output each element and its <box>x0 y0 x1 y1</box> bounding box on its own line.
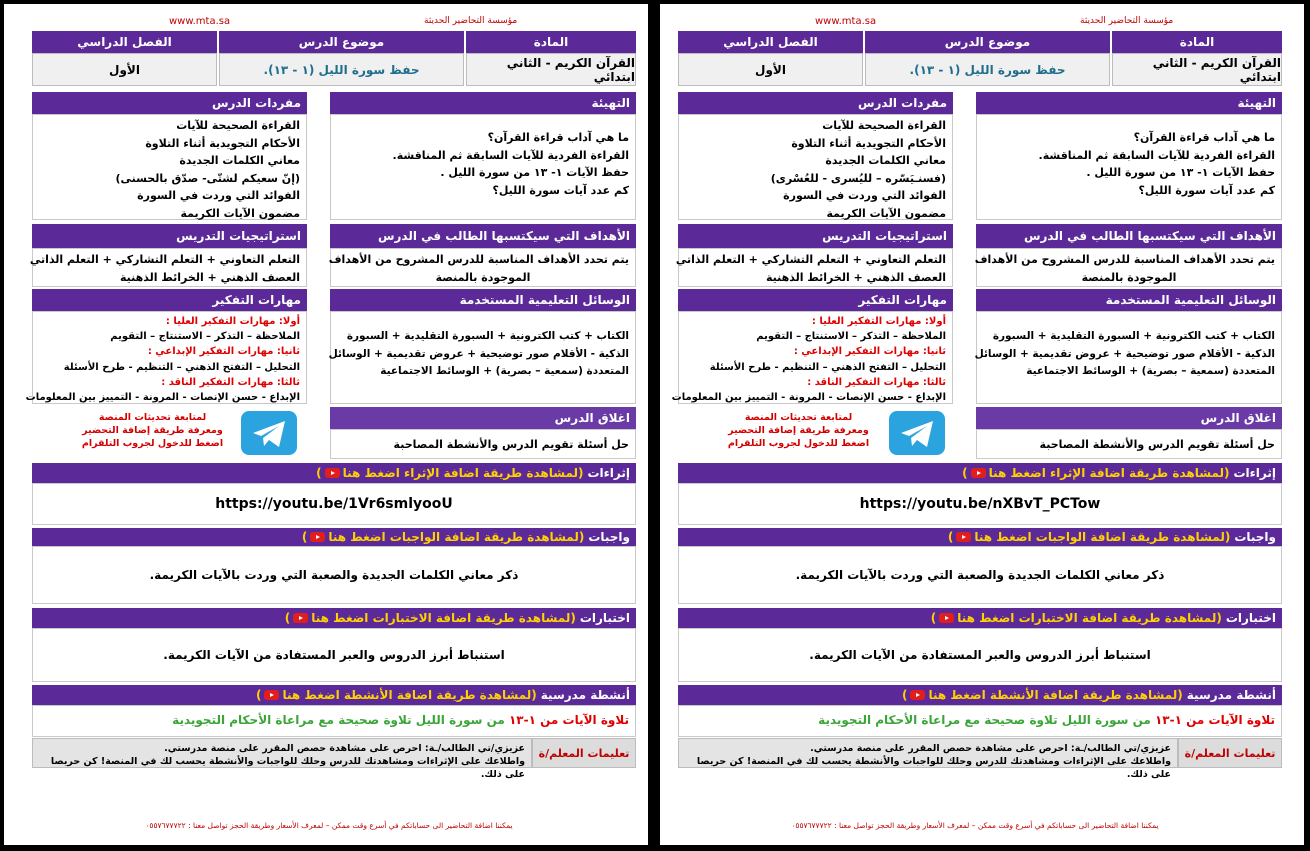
org-name: مؤسسة التحاضير الحديثة <box>424 16 518 26</box>
subject-value: القرآن الكريم - الثاني ابتدائي <box>466 53 636 86</box>
vocab-line: مضمون الآيات الكريمة <box>826 206 946 220</box>
lesson-page-right <box>660 4 1304 845</box>
closing-title: اغلاق الدرس <box>976 407 1282 429</box>
goals-title: الأهداف التي سيكتسبها الطالب في الدرس <box>976 224 1282 248</box>
teacher-notes-line: عزيزي/تي الطالب/ـة: احرص على مشاهدة حصص المقرر على منصة مدرستي. <box>164 743 525 754</box>
thinking-heading: ثانيا: مهارات التفكير الإبداعي : <box>793 346 946 358</box>
aids-title: الوسائل التعليمية المستخدمة <box>976 289 1282 311</box>
goals-line: الموجودة بالمنصة <box>435 270 531 284</box>
promo-line: ومعرفة طريقة إضافة التحضير <box>82 425 223 436</box>
thinking-title: مهارات التفكير <box>678 289 953 311</box>
activities-label: أنشطة مدرسية <box>1186 688 1276 702</box>
telegram-icon[interactable] <box>241 411 297 455</box>
closing-title: اغلاق الدرس <box>330 407 636 429</box>
homework-text: ذكر معاني الكلمات الجديدة والصعبة التي وردت بالآيات الكريمة. <box>678 546 1282 604</box>
youtube-icon[interactable] <box>293 613 308 623</box>
promo-line: اضغط للدخول لجروب التلقرام <box>727 438 870 449</box>
thinking-line: الملاحظة – التذكر – الاستنتاج – التقويم <box>110 331 300 343</box>
warmup-line: ما هي آداب قراءة القرآن؟ <box>487 131 629 144</box>
vocab-line: الفوائد التي وردت في السورة <box>783 189 946 202</box>
enrichment-close: ) <box>962 466 968 480</box>
teacher-notes-line: واطلاعك على الإثراءات ومشاهدتك للدرس وحلك للواجبات والأنشطة يحسب لك في المنصة! كن حريصا على ذلك. <box>50 756 525 780</box>
activities-band <box>678 685 1282 705</box>
homework-label: واجبات <box>1234 530 1276 544</box>
activities-text-green: من سورة الليل تلاوة صحيحة مع مراعاة الأحكام التجويدية <box>172 713 509 727</box>
enrichment-label: إثراءات <box>587 466 630 480</box>
aids-line: الكتاب + كتب الكترونية + السبورة التقليدية + السبورة <box>992 330 1275 342</box>
semester-value: الأول <box>678 53 863 86</box>
tests-close: ) <box>930 611 937 625</box>
aids-line: المتعددة (سمعية – بصرية) + الوسائط الاجتماعية <box>380 365 629 377</box>
semester-header: الفصل الدراسي <box>678 31 863 53</box>
vocab-line: القراءة الصحيحة للآيات <box>822 119 946 132</box>
topic-value: حفظ سورة الليل (١ - ١٣). <box>219 53 464 86</box>
activities-close: ) <box>255 688 262 702</box>
vocab-line: معاني الكلمات الجديدة <box>825 154 946 167</box>
org-name: مؤسسة التحاضير الحديثة <box>1080 16 1174 26</box>
vocab-line: (إنّ سعيكم لشتّى- صدّق بالحسنى) <box>115 171 300 185</box>
enrichment-url[interactable]: https://youtu.be/1Vr6smlyooU <box>32 483 636 525</box>
vocab-line: الأحكام التجويدية أثناء التلاوة <box>791 136 946 150</box>
teacher-notes-body <box>678 738 1178 780</box>
goals-line: يتم تحدد الأهداف المناسبة للدرس المشروح من الأهداف <box>974 253 1275 266</box>
activities-text-red: تلاوة الآيات من ١-١٣ <box>1154 713 1275 727</box>
strategies-line: التعلم التعاوني + التعلم التشاركي + التعلم الذاتي <box>675 253 946 266</box>
telegram-icon[interactable] <box>889 411 945 455</box>
thinking-heading: ثالثا: مهارات التفكير الناقد : <box>807 376 946 388</box>
vocab-line: الأحكام التجويدية أثناء التلاوة <box>145 136 300 150</box>
homework-close: ) <box>947 530 954 544</box>
enrichment-link[interactable]: (لمشاهدة طريقة اضافة الإثراء اضغط هنا <box>342 466 584 480</box>
homework-text: ذكر معاني الكلمات الجديدة والصعبة التي وردت بالآيات الكريمة. <box>32 546 636 604</box>
tests-band <box>678 608 1282 628</box>
thinking-heading: ثالثا: مهارات التفكير الناقد : <box>161 376 300 388</box>
youtube-icon[interactable] <box>956 532 971 542</box>
tests-label: اختبارات <box>579 611 630 625</box>
lesson-page-left <box>4 4 648 845</box>
youtube-icon[interactable] <box>325 468 340 478</box>
warmup-line: كم عدد آيات سورة الليل؟ <box>492 183 629 197</box>
activities-link[interactable]: (لمشاهدة طريقة اضافة الأنشطة اضغط هنا <box>282 688 537 702</box>
thinking-line: التحليل – التفتح الذهني – التنظيم - طرح الأسئلة <box>63 361 300 373</box>
tests-text: استنباط أبرز الدروس والعبر المستفادة من الآيات الكريمة. <box>678 628 1282 682</box>
aids-box <box>976 311 1282 404</box>
strategies-line: العصف الذهني + الخرائط الذهنية <box>120 270 300 284</box>
semester-header: الفصل الدراسي <box>32 31 217 53</box>
thinking-title: مهارات التفكير <box>32 289 307 311</box>
tests-link[interactable]: (لمشاهدة طريقة اضافة الاختبارات اضغط هنا <box>311 611 576 625</box>
homework-label: واجبات <box>588 530 630 544</box>
warmup-line: ما هي آداب قراءة القرآن؟ <box>1133 131 1275 144</box>
aids-line: الكتاب + كتب الكترونية + السبورة التقليدية + السبورة <box>346 330 629 342</box>
vocab-line: الفوائد التي وردت في السورة <box>137 189 300 202</box>
thinking-box <box>25 311 307 404</box>
vocab-line: (فسنـيَسّره – لليُسرى - للعُسْرى) <box>770 171 946 185</box>
strategies-box <box>675 248 953 287</box>
subject-header: المادة <box>466 31 636 53</box>
warmup-line: حفظ الآيات ١- ١٣ من سورة الليل . <box>440 166 629 179</box>
activities-close: ) <box>901 688 908 702</box>
telegram-promo[interactable] <box>716 411 881 450</box>
teacher-notes-line: واطلاعك على الإثراءات ومشاهدتك للدرس وحلك للواجبات والأنشطة يحسب لك في المنصة! كن حريصا على ذلك. <box>696 756 1171 780</box>
homework-close: ) <box>301 530 308 544</box>
enrichment-close: ) <box>316 466 322 480</box>
thinking-heading: أولا: مهارات التفكير العليا : <box>811 316 946 327</box>
thinking-line: الإبداع - حسن الإنصات - المرونة - التمييز بين المعلومات <box>25 392 300 404</box>
activities-label: أنشطة مدرسية <box>540 688 630 702</box>
aids-box <box>330 311 636 404</box>
goals-line: الموجودة بالمنصة <box>1081 270 1177 284</box>
teacher-notes-label: تعليمات المعلم/ة <box>1178 738 1282 768</box>
activities-link[interactable]: (لمشاهدة طريقة اضافة الأنشطة اضغط هنا <box>928 688 1183 702</box>
thinking-line: الملاحظة – التذكر – الاستنتاج – التقويم <box>756 331 946 343</box>
strategies-title: استراتيجيات التدريس <box>32 224 307 248</box>
warmup-box <box>976 114 1282 220</box>
tests-label: اختبارات <box>1225 611 1276 625</box>
youtube-icon[interactable] <box>310 532 325 542</box>
closing-text: حل أسئلة تقويم الدرس والأنشطة المصاحبة <box>393 438 629 451</box>
goals-line: يتم تحدد الأهداف المناسبة للدرس المشروح من الأهداف <box>328 253 629 266</box>
closing-box <box>330 429 636 459</box>
vocab-box <box>32 114 307 220</box>
vocab-box <box>678 114 953 220</box>
warmup-line: حفظ الآيات ١- ١٣ من سورة الليل . <box>1086 166 1275 179</box>
site-url[interactable]: www.mta.sa <box>815 16 877 27</box>
strategies-box <box>29 248 307 287</box>
warmup-line: القراءة الفردية للآيات السابقة ثم المناقشة. <box>392 148 629 162</box>
warmup-title: التهيئة <box>330 92 636 114</box>
enrichment-band <box>32 463 636 483</box>
footer-contact: يمكننا اضافة التحاضير الى حساباتكم في أسرع وقت ممكن – لمعرف الأسعار وطريقة الحجز تواصل معنا : ٠٥٥٧٦٧٧٧٢٢ <box>145 821 513 830</box>
thinking-line: الإبداع - حسن الإنصات - المرونة - التمييز بين المعلومات <box>671 392 946 404</box>
footer-contact: يمكننا اضافة التحاضير الى حساباتكم في أسرع وقت ممكن – لمعرف الأسعار وطريقة الحجز تواصل معنا : ٠٥٥٧٦٧٧٧٢٢ <box>791 821 1159 830</box>
promo-line: ومعرفة طريقة إضافة التحضير <box>728 425 869 436</box>
thinking-line: التحليل – التفتح الذهني – التنظيم - طرح الأسئلة <box>709 361 946 373</box>
goals-box <box>330 248 636 287</box>
tests-link[interactable]: (لمشاهدة طريقة اضافة الاختبارات اضغط هنا <box>957 611 1222 625</box>
strategies-line: التعلم التعاوني + التعلم التشاركي + التعلم الذاتي <box>29 253 300 266</box>
tests-close: ) <box>284 611 291 625</box>
thinking-heading: أولا: مهارات التفكير العليا : <box>165 316 300 327</box>
semester-value: الأول <box>32 53 217 86</box>
topic-value: حفظ سورة الليل (١ - ١٣). <box>865 53 1110 86</box>
enrichment-band <box>678 463 1282 483</box>
aids-title: الوسائل التعليمية المستخدمة <box>330 289 636 311</box>
activities-box <box>32 705 636 737</box>
activities-box <box>678 705 1282 737</box>
topic-header: موضوع الدرس <box>219 31 464 53</box>
vocab-line: القراءة الصحيحة للآيات <box>176 119 300 132</box>
activities-text-red: تلاوة الآيات من ١-١٣ <box>508 713 629 727</box>
warmup-box <box>330 114 636 220</box>
teacher-notes-line: عزيزي/تي الطالب/ـة: احرص على مشاهدة حصص المقرر على منصة مدرستي. <box>810 743 1171 754</box>
homework-link[interactable]: (لمشاهدة طريقة اضافة الواجبات اضغط هنا <box>974 530 1231 544</box>
activities-text-green: من سورة الليل تلاوة صحيحة مع مراعاة الأحكام التجويدية <box>818 713 1155 727</box>
strategies-title: استراتيجيات التدريس <box>678 224 953 248</box>
thinking-box <box>671 311 953 404</box>
youtube-icon[interactable] <box>939 613 954 623</box>
aids-line: الذكية - الأقلام صور توضيحية + عروض تقديمية + الوسائل <box>974 347 1275 360</box>
promo-line: لمتابعة تحديثات المنصة <box>744 412 853 423</box>
topic-header: موضوع الدرس <box>865 31 1110 53</box>
tests-text: استنباط أبرز الدروس والعبر المستفادة من الآيات الكريمة. <box>32 628 636 682</box>
enrichment-label: إثراءات <box>1233 466 1276 480</box>
telegram-promo[interactable] <box>70 411 235 450</box>
aids-line: المتعددة (سمعية – بصرية) + الوسائط الاجتماعية <box>1026 365 1275 377</box>
strategies-line: العصف الذهني + الخرائط الذهنية <box>766 270 946 284</box>
subject-value: القرآن الكريم - الثاني ابتدائي <box>1112 53 1282 86</box>
activities-band <box>32 685 636 705</box>
youtube-icon[interactable] <box>910 690 925 700</box>
goals-box <box>976 248 1282 287</box>
promo-line: اضغط للدخول لجروب التلقرام <box>81 438 224 449</box>
vocab-title: مفردات الدرس <box>32 92 307 114</box>
vocab-line: مضمون الآيات الكريمة <box>180 206 300 220</box>
closing-text: حل أسئلة تقويم الدرس والأنشطة المصاحبة <box>1039 438 1275 451</box>
aids-line: الذكية - الأقلام صور توضيحية + عروض تقديمية + الوسائل <box>328 347 629 360</box>
youtube-icon[interactable] <box>264 690 279 700</box>
homework-band <box>32 528 636 546</box>
subject-header: المادة <box>1112 31 1282 53</box>
warmup-line: كم عدد آيات سورة الليل؟ <box>1138 183 1275 197</box>
warmup-title: التهيئة <box>976 92 1282 114</box>
promo-line: لمتابعة تحديثات المنصة <box>98 412 207 423</box>
homework-band <box>678 528 1282 546</box>
youtube-icon[interactable] <box>971 468 986 478</box>
closing-box <box>976 429 1282 459</box>
vocab-title: مفردات الدرس <box>678 92 953 114</box>
teacher-notes-body <box>32 738 532 780</box>
thinking-heading: ثانيا: مهارات التفكير الإبداعي : <box>147 346 300 358</box>
site-url[interactable]: www.mta.sa <box>169 16 231 27</box>
vocab-line: معاني الكلمات الجديدة <box>179 154 300 167</box>
tests-band <box>32 608 636 628</box>
homework-link[interactable]: (لمشاهدة طريقة اضافة الواجبات اضغط هنا <box>328 530 585 544</box>
warmup-line: القراءة الفردية للآيات السابقة ثم المناقشة. <box>1038 148 1275 162</box>
enrichment-url[interactable]: https://youtu.be/nXBvT_PCTow <box>678 483 1282 525</box>
teacher-notes-label: تعليمات المعلم/ة <box>532 738 636 768</box>
goals-title: الأهداف التي سيكتسبها الطالب في الدرس <box>330 224 636 248</box>
enrichment-link[interactable]: (لمشاهدة طريقة اضافة الإثراء اضغط هنا <box>988 466 1230 480</box>
